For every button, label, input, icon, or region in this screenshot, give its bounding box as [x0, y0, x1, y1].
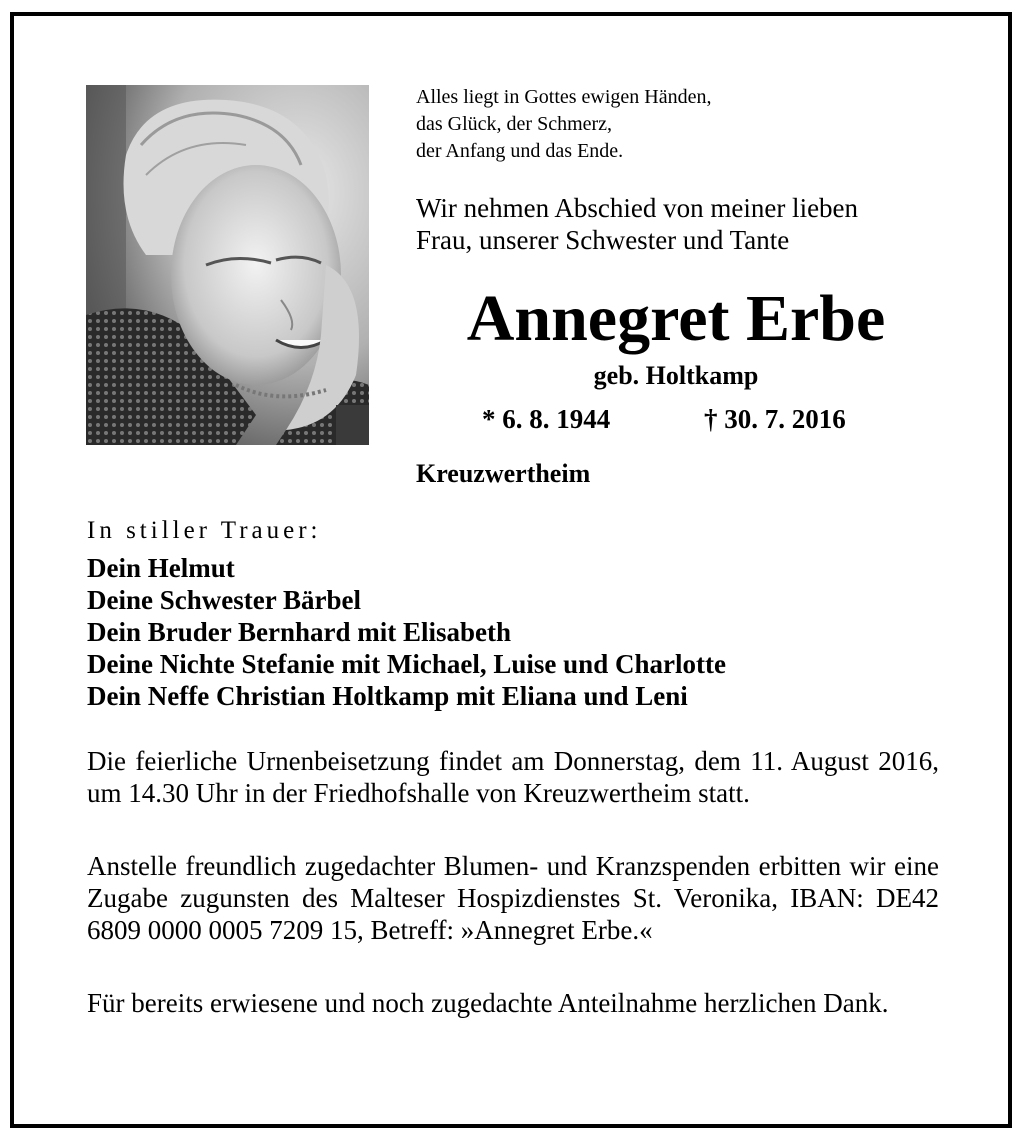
bible-quote	[416, 84, 712, 165]
mourning-label: In stiller Trauer:	[87, 517, 322, 544]
mourner-item: Dein Neffe Christian Holtkamp mit Eliana und Leni	[87, 681, 688, 711]
quote-line: das Glück, der Schmerz,	[416, 113, 613, 135]
deceased-name: Annegret Erbe	[466, 282, 886, 355]
ceremony-paragraph: Die feierliche Urnenbeisetzung findet am Donnerstag, dem 11. August 2016, um 14.30 Uhr in der Friedhofshalle von Kreuzwertheim statt.	[87, 746, 939, 808]
birth-name: geb. Holtkamp	[593, 361, 759, 390]
mourner-item: Deine Schwester Bärbel	[87, 585, 361, 615]
mourner-item: Dein Helmut	[87, 553, 235, 583]
birth-date: * 6. 8. 1944	[482, 404, 611, 434]
farewell-line: Wir nehmen Abschied von meiner lieben	[416, 193, 859, 223]
quote-line: Alles liegt in Gottes ewigen Händen,	[416, 86, 712, 108]
farewell-line: Frau, unserer Schwester und Tante	[416, 225, 790, 255]
mourner-item: Dein Bruder Bernhard mit Elisabeth	[87, 617, 512, 647]
donation-paragraph: Anstelle freundlich zugedachter Blumen- und Kranzspenden erbitten wir eine Zugabe zugunsten des Malteser Hospizdienstes St. Veronika, IBAN: DE42 6809 0000 0005 7209 15, Betreff: »Annegret Erbe.«	[87, 851, 939, 945]
mourner-item: Deine Nichte Stefanie mit Michael, Luise und Charlotte	[87, 649, 726, 679]
portrait-photo	[86, 85, 369, 445]
death-date: † 30. 7. 2016	[704, 404, 846, 434]
hometown: Kreuzwertheim	[416, 459, 591, 488]
mourners-list	[87, 552, 726, 712]
farewell-text	[416, 192, 858, 256]
quote-line: der Anfang und das Ende.	[416, 140, 624, 162]
thanks-paragraph: Für bereits erwiesene und noch zugedachte Anteilnahme herzlichen Dank.	[87, 988, 889, 1018]
